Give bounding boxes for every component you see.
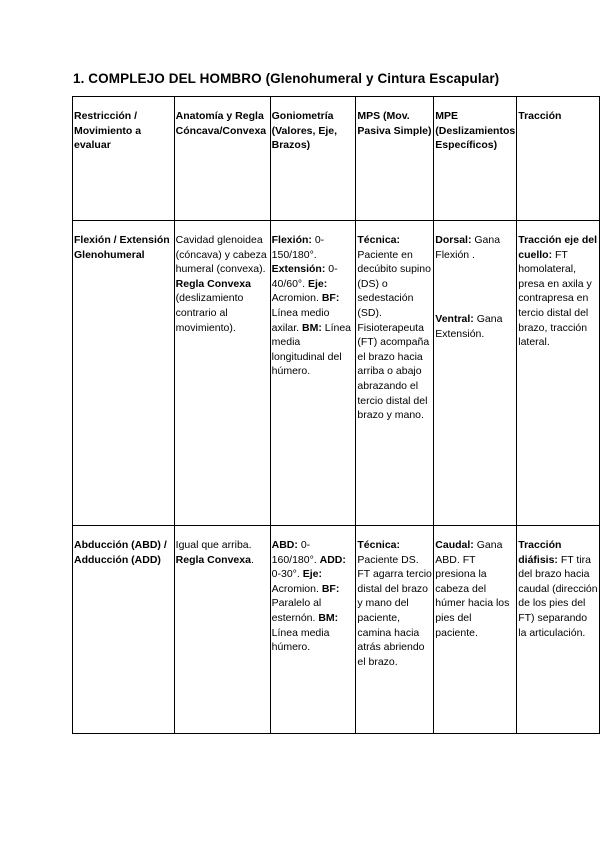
header-goniometry: Goniometría (Valores, Eje, Brazos) (270, 97, 356, 221)
traction-label: Tracción eje del cuello: (518, 234, 598, 261)
rule-label: Regla Convexa (175, 277, 251, 290)
cell-mpe (434, 221, 517, 526)
header-movement: Restricción / Movimiento a evaluar (73, 97, 175, 221)
cell-goniometry (270, 221, 356, 526)
gonio-value: Acromion. (271, 292, 319, 305)
gonio-label: Eje: (307, 277, 328, 290)
traction-text: FT homolateral, presa en axila y contrapresa en tercio distal del brazo, tracción lateral. (518, 248, 592, 349)
mpe-label: Dorsal: (435, 234, 472, 246)
anatomy-text: Igual que arriba. (175, 539, 252, 551)
cell-movement: Flexión / Extensión Glenohumeral (73, 221, 175, 526)
mps-text: Paciente DS. FT agarra tercio distal del brazo y mano del paciente, camina hacia atrás abriendo el brazo. (357, 553, 432, 668)
cell-traction (517, 221, 600, 526)
header-anatomy: Anatomía y Regla Cóncava/Convexa (174, 97, 270, 221)
gonio-value: 0-150/180°. (271, 234, 325, 261)
rule-label: Regla Convexa (175, 553, 251, 566)
header-traction: Tracción (517, 97, 600, 221)
mpe-value: Gana Flexión . (435, 234, 501, 261)
mpe-value: Gana ABD. FT presiona la cabeza del húmer hacia los pies del paciente. (435, 539, 510, 639)
cell-traction (517, 526, 600, 734)
cell-mpe (434, 526, 517, 734)
cell-mps (356, 526, 434, 734)
cell-anatomy (174, 221, 270, 526)
shoulder-complex-table (72, 96, 600, 734)
rule-text: (deslizamiento contrario al movimiento). (175, 292, 244, 334)
gonio-value: Acromion. (271, 582, 319, 595)
gonio-value: 0-30°. (271, 568, 300, 581)
gonio-value: Línea medio axilar. (271, 306, 330, 334)
cell-mps (356, 221, 434, 526)
gonio-value: 0-40/60°. (271, 263, 338, 290)
traction-label: Tracción diáfisis: (518, 539, 562, 566)
mpe-label: Caudal: (435, 539, 474, 551)
mps-label: Técnica: (357, 234, 400, 246)
mps-text: Paciente en decúbito supino (DS) o sedestación (SD). Fisioterapeuta (FT) acompaña el brazo hacia arriba o abajo abrazando el tercio distal del brazo y mano. (357, 248, 431, 422)
mpe-label: Ventral: (435, 313, 474, 326)
gonio-value: Línea media húmero. (271, 626, 330, 654)
page-title: 1. COMPLEJO DEL HOMBRO (Glenohumeral y Cintura Escapular) (73, 71, 500, 86)
gonio-value: Línea media longitudinal del húmero. (271, 321, 352, 378)
mpe-value: Gana Extensión. (435, 313, 503, 340)
mps-label: Técnica: (357, 539, 400, 551)
gonio-label: Flexión: (271, 234, 312, 246)
rule-text: . (250, 553, 254, 566)
gonio-label: BF: (321, 292, 340, 305)
traction-text: FT tira del brazo hacia caudal (dirección de los pies del FT) separando la articulación. (518, 553, 598, 639)
anatomy-text: Cavidad glenoidea (cóncava) y cabeza humeral (convexa). (175, 234, 267, 276)
table-row (73, 221, 600, 526)
table-row (73, 526, 600, 734)
cell-movement: Abducción (ABD) / Adducción (ADD) (73, 526, 175, 734)
gonio-label: Extensión: (271, 263, 326, 276)
gonio-label: BM: (302, 321, 322, 334)
gonio-label: ABD: (271, 539, 298, 551)
header-mpe: MPE (Deslizamientos Específicos) (434, 97, 517, 221)
gonio-label: Eje: (302, 568, 322, 581)
gonio-label: BM: (318, 611, 339, 624)
table-header-row (73, 97, 600, 221)
gonio-value: Paralelo al esternón. (271, 597, 322, 624)
gonio-label: BF: (321, 582, 340, 595)
cell-anatomy (174, 526, 270, 734)
gonio-label: ADD: (319, 553, 346, 566)
header-mps: MPS (Mov. Pasiva Simple) (356, 97, 434, 221)
gonio-value: 0-160/180°. (271, 539, 317, 566)
cell-goniometry (270, 526, 356, 734)
